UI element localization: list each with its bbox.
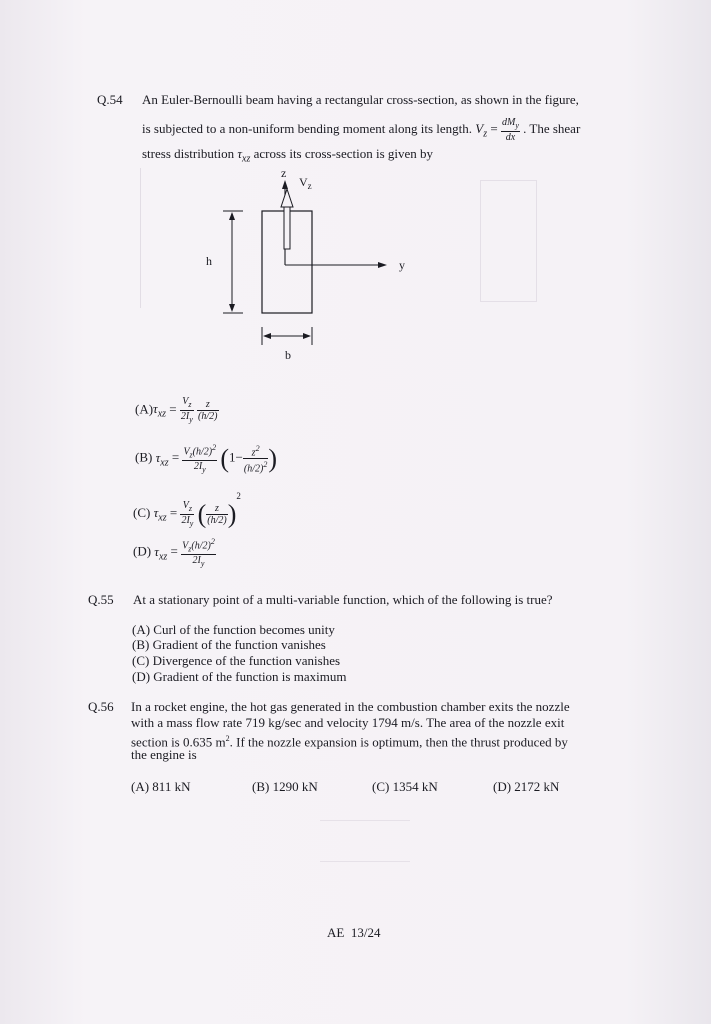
q56-line3-post: . If the nozzle expansion is optimum, then the thrust produced by [229, 734, 568, 750]
q55-option-b: (B) Gradient of the function vanishes [132, 637, 326, 652]
vz-symbol [475, 120, 488, 140]
q55-text: At a stationary point of a multi-variable function, which of the following is true? [133, 592, 553, 607]
q54-line1: An Euler-Bernoulli beam having a rectangular cross-section, as shown in the figure, [142, 92, 579, 107]
h-arrow-bottom [229, 304, 235, 312]
q55-option-a: (A) Curl of the function becomes unity [132, 622, 335, 637]
q54-option-b: (B) $\tau_{xz}$ = $\frac{V_z(h/2)^2}{2I_y}$ (1− $\frac{z^2}{(h/2)^2}$ ) [135, 443, 278, 475]
vz-label [299, 175, 312, 191]
h-label: h [206, 254, 212, 268]
q56-option-b: (B) 1290 kN [252, 779, 318, 794]
dmy-dx-fraction [501, 117, 520, 143]
vz-label-letter: V [299, 175, 308, 189]
tau-letter: τ [237, 146, 242, 161]
q54-option-a: $(A)\tau_{xz}$ = $\frac{V_z}{2I_y}$ $\frac{z}{(h/2)}$ [135, 396, 218, 424]
q56-line4: the engine is [131, 747, 197, 762]
bleed-through-mark [480, 180, 537, 302]
tau-sub: xz [242, 153, 251, 165]
q56-line3-sup: 2 [225, 734, 230, 743]
q55-number: Q.55 [88, 592, 114, 607]
q54-number: Q.54 [97, 92, 123, 107]
option-d-label: (D) [133, 543, 152, 559]
frac-den: dx [505, 132, 516, 143]
q56-option-d: (D) 2172 kN [493, 779, 560, 794]
y-axis-arrowhead [378, 262, 387, 268]
vz-arrow-head [281, 189, 293, 207]
y-axis-label: y [399, 258, 405, 272]
frac-num-sub: y [515, 121, 519, 130]
z-axis-label: z [281, 166, 287, 180]
bleed-through-block [320, 820, 410, 862]
vz-letter: V [475, 120, 484, 136]
q54-option-c: (C) $\tau_{xz}$ = $\frac{V_z}{2I_y}$ ( $\frac{z}{(h/2)}$ )$^2$ [133, 491, 241, 529]
q54-line2: is subjected to a non-uniform bending moment along its length. $V_z$ = $\frac{dM_y}{dx}$ . The shear [142, 117, 581, 143]
tau-symbol [237, 146, 251, 165]
q55-option-d: (D) Gradient of the function is maximum [132, 669, 347, 684]
q54-line2-pre: is subjected to a non-uniform bending moment along its length. [142, 120, 473, 136]
q54-line3-post: across its cross-section is given by [253, 146, 434, 161]
vz-arrow-shaft [284, 205, 290, 249]
b-arrow-right [303, 333, 311, 339]
b-arrow-left [263, 333, 271, 339]
q54-line3-pre: stress distribution [142, 146, 235, 161]
page-footer: AE 13/24 [327, 925, 381, 940]
b-label: b [285, 348, 291, 362]
q56-line3-pre: section is 0.635 m [131, 734, 226, 750]
q54-option-d: (D) $\tau_{xz}$ = $\frac{V_z(h/2)^2}{2I_y}$ [133, 537, 215, 569]
vz-sub: z [483, 128, 488, 140]
q54-line2-post: . The shear [523, 120, 581, 136]
vz-label-sub: z [307, 181, 312, 191]
z-axis-arrowhead [282, 180, 288, 189]
h-arrow-top [229, 212, 235, 220]
q55-option-c: (C) Divergence of the function vanishes [132, 653, 341, 668]
option-c-label: (C) [133, 505, 151, 520]
q56-option-c: (C) 1354 kN [372, 779, 438, 794]
q56-number: Q.56 [88, 699, 114, 714]
beam-cross-section-figure [195, 165, 425, 365]
option-b-label: (B) [135, 449, 153, 465]
q56-line2: with a mass flow rate 719 kg/sec and velocity 1794 m/s. The area of the nozzle exit [131, 715, 565, 730]
q56-option-a: (A) 811 kN [131, 779, 191, 794]
frac-num: dM [501, 117, 516, 128]
option-a-label: (A) [135, 401, 154, 417]
q56-line1: In a rocket engine, the hot gas generated in the combustion chamber exits the nozzle [131, 699, 570, 714]
